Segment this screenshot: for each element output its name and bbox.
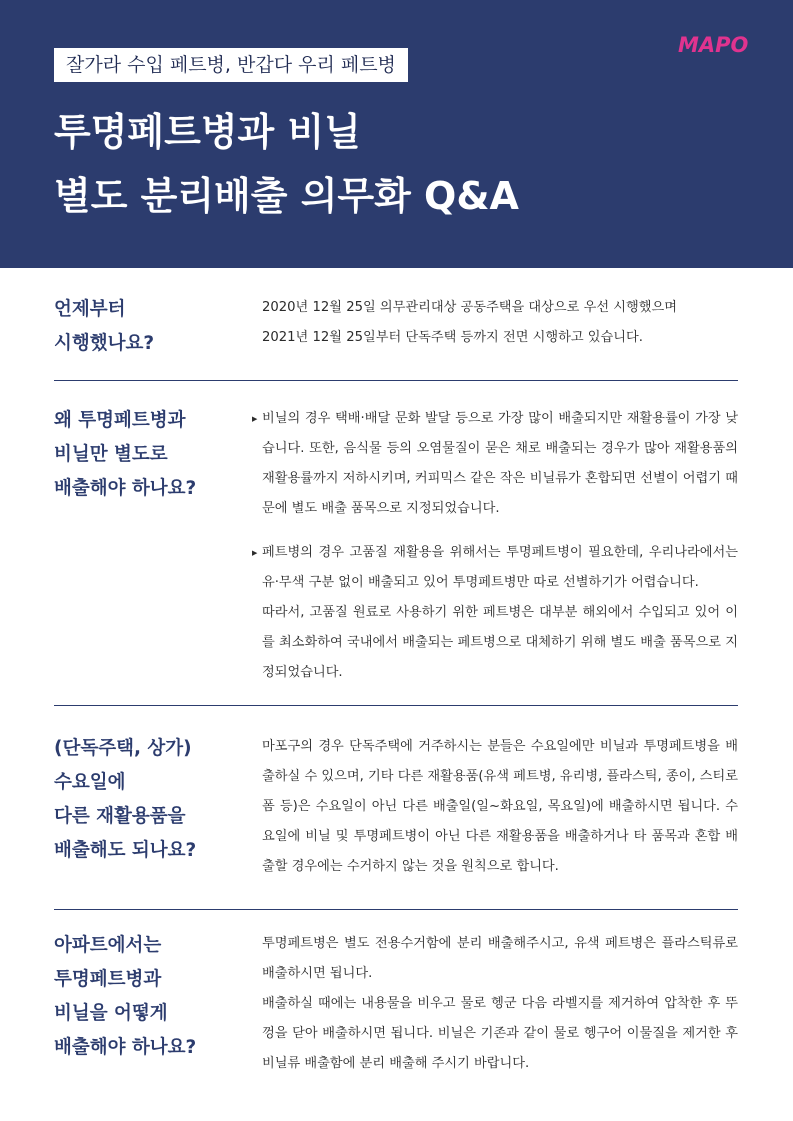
header-banner [0, 0, 793, 268]
question-2: 왜 투명페트병과 비닐만 별도로 배출해야 하나요? [54, 410, 197, 499]
mapo-logo: MAPO [678, 33, 749, 57]
answer-4-paragraph-1: 투명페트병은 별도 전용수거함에 분리 배출해주시고, 유색 페트병은 플라스틱류로 배출하시면 됩니다. [262, 936, 738, 981]
page-title [54, 100, 519, 228]
divider [54, 909, 738, 910]
answer-2-bullet-2: ▶ 페트병의 경우 고품질 재활용을 위해서는 투명페트병이 필요한데, 우리나라에서는 유·무색 구분 없이 배출되고 있어 투명페트병만 따로 선별하기가 어렵습니다. [262, 538, 738, 598]
answer-2-bullet-1: ▶ 비닐의 경우 택배·배달 문화 발달 등으로 가장 많이 배출되지만 재활용률이 가장 낮습니다. 또한, 음식물 등의 오염물질이 묻은 채로 배출되는 경우가 많아 재활용품의 재활용률까지 저하시키며, 커피믹스 같은 작은 비닐류가 혼합되면 선별이 어렵기 때문에 별도 배출 품목으로 지정되었습니다. [262, 404, 738, 524]
question-1: 언제부터 시행했나요? [54, 299, 155, 354]
answer-2 [262, 404, 738, 688]
answer-3: 마포구의 경우 단독주택에 거주하시는 분들은 수요일에만 비닐과 투명페트병을 배출하실 수 있으며, 기타 다른 재활용품(유색 페트병, 유리병, 플라스틱, 종이, 스티로폼 등)은 수요일이 아닌 다른 배출일(일~화요일, 목요일)에 배출하시면 됩니다. 수요일에 비닐 및 투명페트병이 아닌 다른 재활용품을 배출하거나 타 품목과 혼합 배출할 경우에는 수거하지 않는 것을 원칙으로 합니다. [262, 739, 738, 874]
answer-4 [262, 929, 738, 1079]
answer-1: 2020년 12월 25일 의무관리대상 공동주택을 대상으로 우선 시행했으며 2021년 12월 25일부터 단독주택 등까지 전면 시행하고 있습니다. [262, 300, 677, 345]
title-line-1: 투명페트병과 비닐 [54, 110, 361, 154]
divider [54, 705, 738, 706]
answer-4-paragraph-2: 배출하실 때에는 내용물을 비우고 물로 헹군 다음 라벨지를 제거하여 압착한 후 뚜껑을 닫아 배출하시면 됩니다. 비닐은 기존과 같이 물로 헹구어 이물질을 제거한 후 비닐류 배출함에 분리 배출해 주시기 바랍니다. [262, 996, 738, 1071]
divider [54, 380, 738, 381]
answer-2-bullet-2-cont: 따라서, 고품질 원료로 사용하기 위한 페트병은 대부분 해외에서 수입되고 있어 이를 최소화하여 국내에서 배출되는 페트병으로 대체하기 위해 별도 배출 품목으로 지정되었습니다. [262, 605, 738, 680]
question-3: (단독주택, 상가) 수요일에 다른 재활용품을 배출해도 되나요? [54, 738, 197, 861]
question-4: 아파트에서는 투명페트병과 비닐을 어떻게 배출해야 하나요? [54, 935, 197, 1058]
subtitle-tag: 잘가라 수입 페트병, 반갑다 우리 페트병 [54, 48, 408, 82]
title-line-2: 별도 분리배출 의무화 Q&A [54, 174, 519, 218]
